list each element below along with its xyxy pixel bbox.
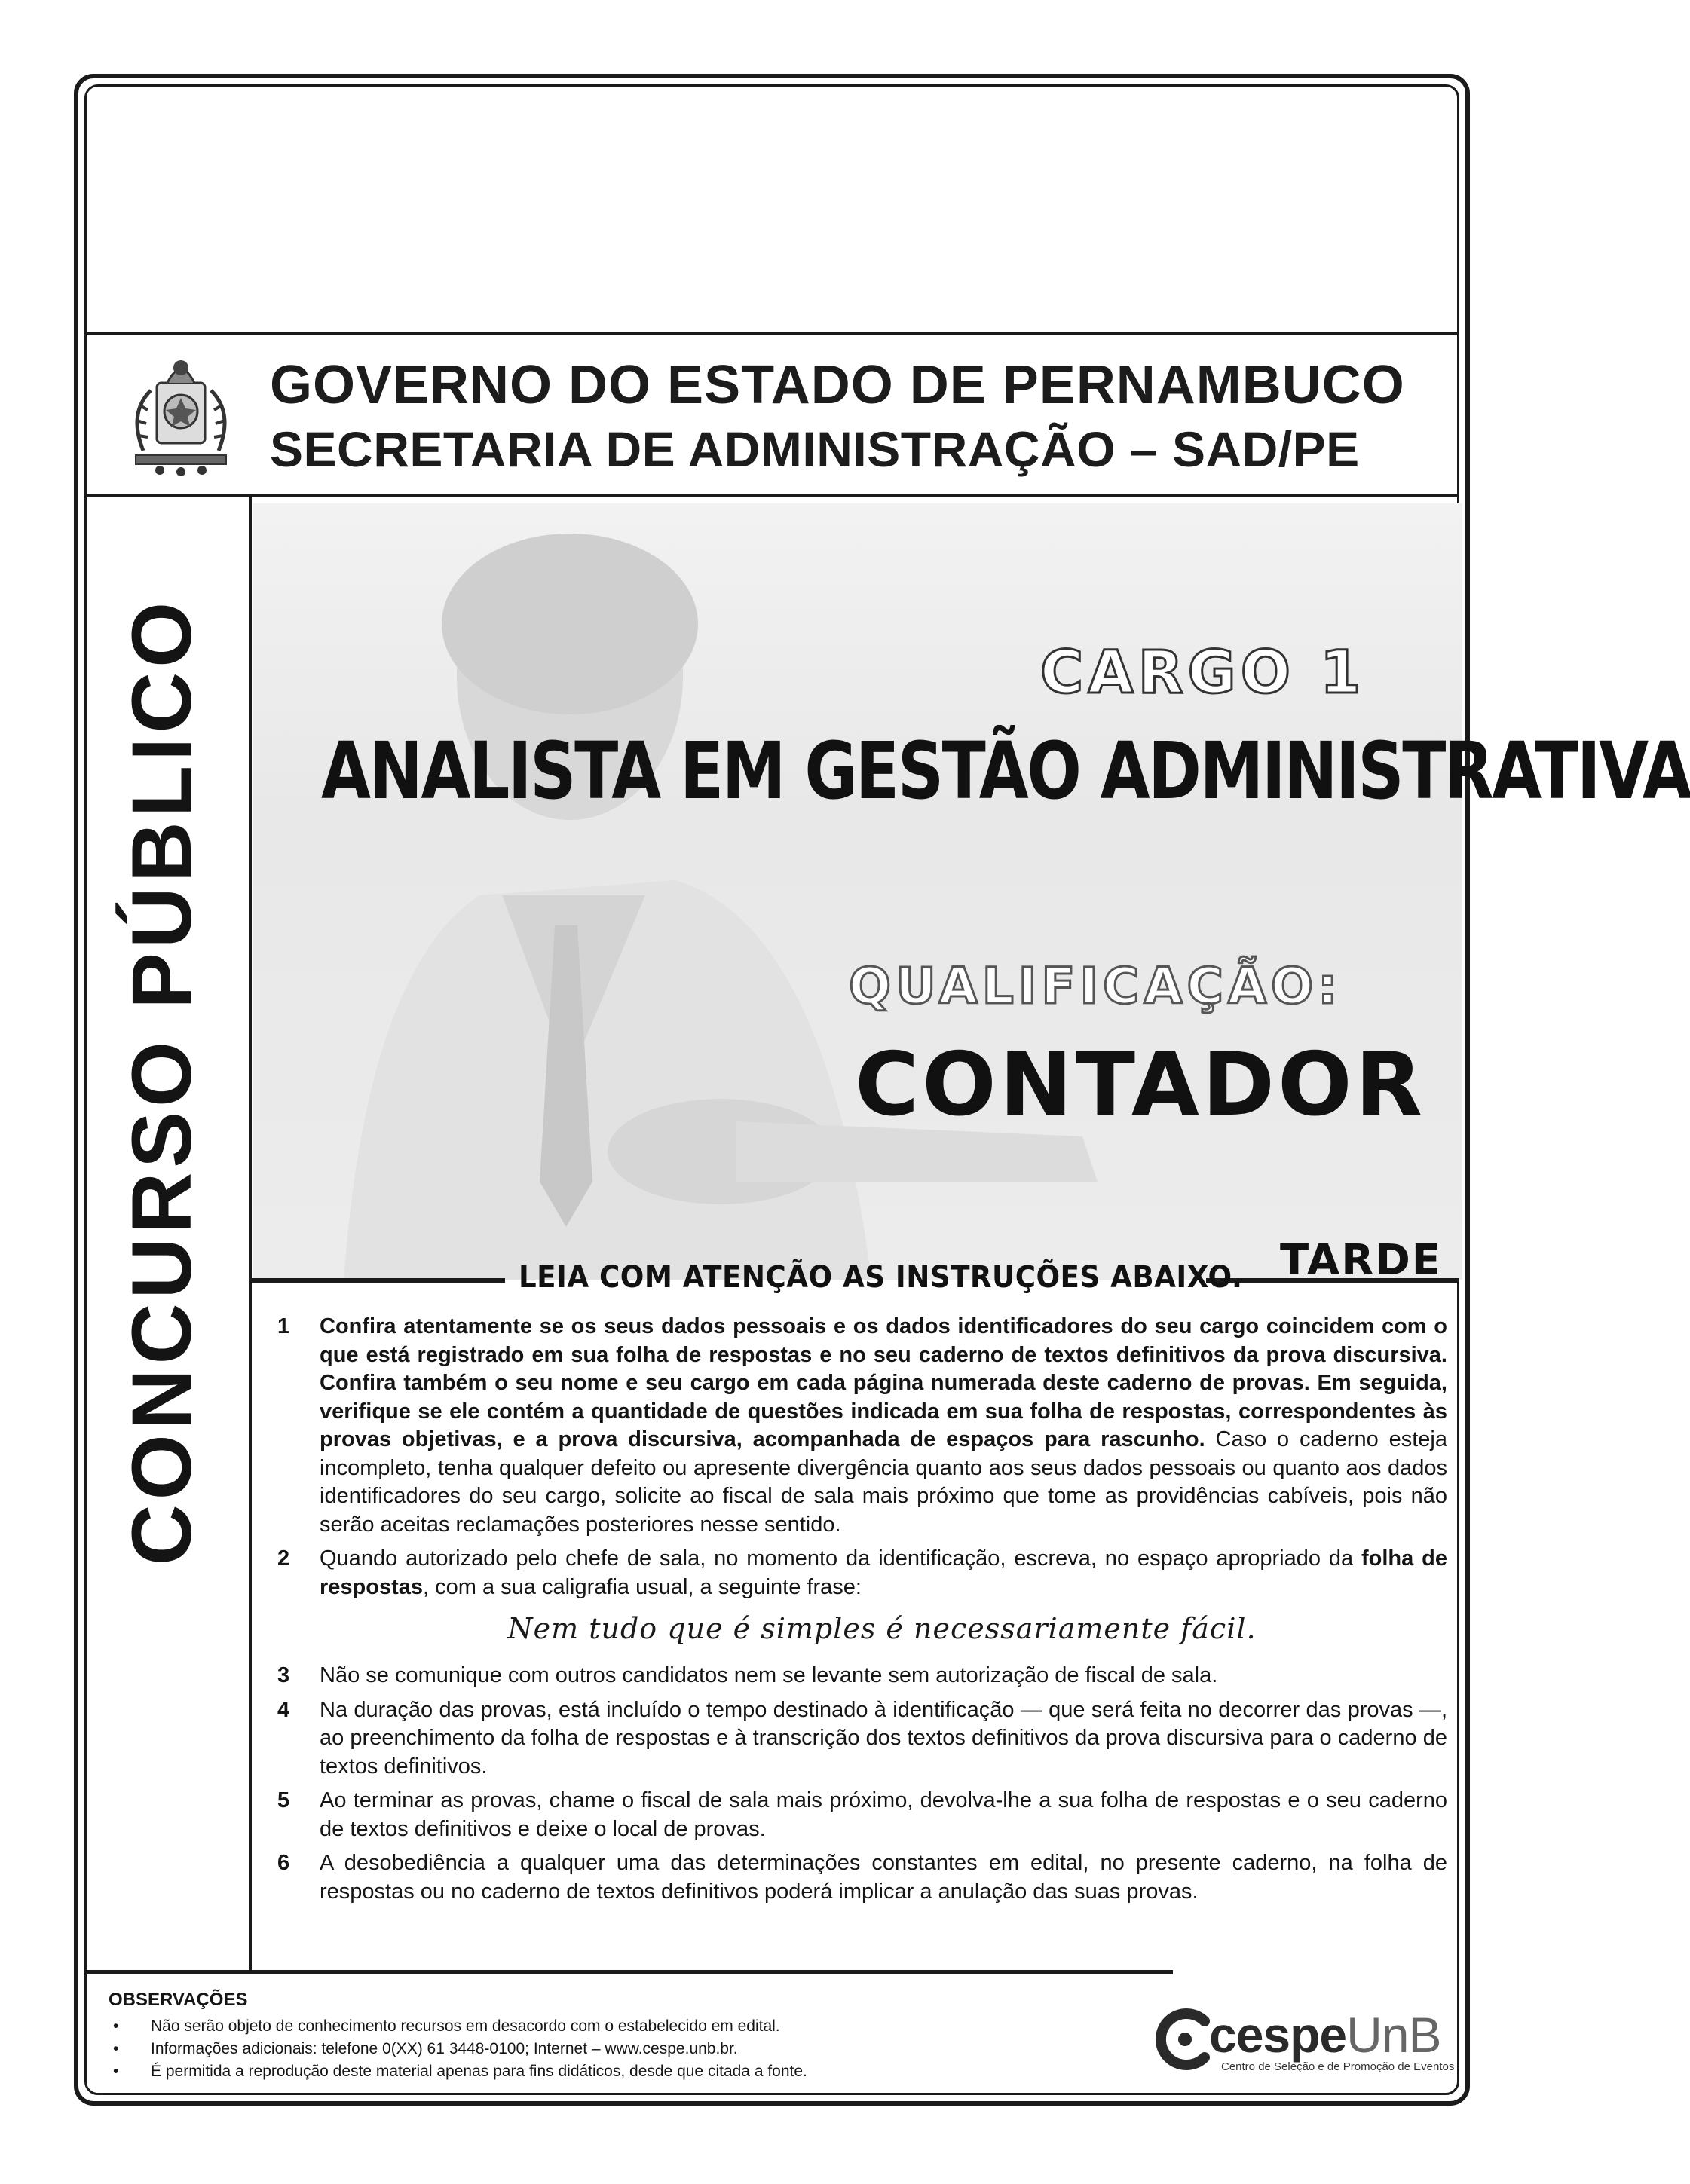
instruction-number: 5 [277,1788,290,1812]
instructions-rule-left [252,1278,505,1283]
side-title: CONCURSO PÚBLICO [115,597,209,1566]
handwriting-phrase: Nem tudo que é simples é necessariamente fácil. [507,1612,1257,1645]
instruction-bold-text: Confira atentamente se os seus dados pessoais e os dados identificadores do seu cargo coincidem com o que está registrado em sua folha de respostas e no seu caderno de textos definitivos da prova discursiva. Confira também o seu nome e seu cargo em cada página numerada deste caderno de provas. Em seguida, verifique se ele contém a quantidade de questões indicada em sua folha de respostas, correspondentes às provas objetivas, e a prova discursiva, acompanhada de espaços para rascunho. [320,1314,1447,1451]
observation-item [109,2015,938,2038]
observations [109,1990,938,2083]
instruction-item [271,1313,1447,1539]
instruction-number: 3 [277,1663,290,1687]
observations-title: OBSERVAÇÕES [109,1990,248,2010]
instruction-item [271,1696,1447,1782]
header-bottom-rule [84,494,1459,497]
instruction-item [271,1787,1447,1843]
government-title: GOVERNO DO ESTADO DE PERNAMBUCO [270,355,1405,415]
instruction-number: 6 [277,1851,290,1875]
cespe-mark-icon [1152,2008,1215,2071]
instructions-list [271,1313,1447,1912]
instruction-number: 4 [277,1697,290,1722]
pernambuco-crest-icon [113,345,249,481]
bullet: • [113,2040,119,2057]
instruction-text: Caso o caderno esteja incompleto, tenha qualquer defeito ou apresente divergência quanto aos seus dados pessoais ou quanto aos dados identificadores do seu cargo, solicite ao fiscal de sala mais próximo que tome as providências cabíveis, pois não serão aceitas reclamações posteriores nesse sentido. [320,1427,1447,1537]
instruction-text: Não se comunique com outros candidatos nem se levante sem autorização de fiscal de sala. [320,1663,1218,1687]
cespe-suffix: UnB [1346,2007,1441,2063]
observation-item [109,2060,938,2083]
cespe-name: cespe [1209,2007,1347,2063]
instruction-text: A desobediência a qualquer uma das determinações constantes em edital, no presente caderno, na folha de respostas ou no caderno de textos definitivos poderá implicar a anulação das suas provas. [320,1851,1447,1904]
period-label: TARDE [1280,1236,1443,1285]
cespe-tagline: Centro de Seleção e de Promoção de Eventos [1221,2060,1455,2073]
side-column-rule [249,494,252,1973]
bullet: • [113,2017,119,2035]
instruction-text: Na duração das provas, está incluído o tempo destinado à identificação — que será feita no decorrer das provas —, ao preenchimento da folha de respostas e à transcrição dos textos definitivos da prova discursiva para o caderno de textos definitivos. [320,1697,1447,1779]
qualificacao-label: QUALIFICAÇÃO: [849,957,1343,1015]
bullet: • [113,2063,119,2080]
department-subtitle: SECRETARIA DE ADMINISTRAÇÃO – SAD/PE [270,421,1360,477]
instruction-number: 2 [277,1546,290,1571]
cespe-logo-text [1209,2006,1441,2063]
observation-text: Informações adicionais: telefone 0(XX) 61 3448-0100; Internet – www.cespe.unb.br. [151,2040,738,2057]
instruction-number: 1 [277,1314,290,1338]
header-top-rule [84,332,1459,335]
instruction-text: Quando autorizado pelo chefe de sala, no momento da identificação, escreva, no espaço apropriado da [320,1546,1361,1571]
observation-text: É permitida a reprodução deste material apenas para fins didáticos, desde que citada a fonte. [151,2063,807,2080]
observation-text: Não serão objeto de conhecimento recursos em desacordo com o estabelecido em edital. [151,2017,780,2035]
instruction-bold-text: folha de respostas [320,1546,1447,1599]
instruction-item [271,1545,1447,1601]
cespe-logo [1152,2006,1455,2082]
cargo-title: ANALISTA EM GESTÃO ADMINISTRATIVA [321,725,1690,817]
read-instructions-note: LEIA COM ATENÇÃO AS INSTRUÇÕES ABAIXO. [519,1260,1243,1295]
background-photo [253,503,1462,1280]
instruction-item [271,1849,1447,1906]
footer-rule [84,1970,1173,1974]
qualificacao-title: CONTADOR [855,1034,1425,1136]
instruction-text: , com a sua caligrafia usual, a seguinte frase: [423,1574,862,1599]
cargo-label: CARGO 1 [1040,639,1366,707]
observation-item [109,2038,938,2060]
instruction-text: Ao terminar as provas, chame o fiscal de sala mais próximo, devolva-lhe a sua folha de respostas e o seu caderno de textos definitivos e deixe o local de provas. [320,1788,1447,1841]
instruction-item [271,1662,1447,1690]
